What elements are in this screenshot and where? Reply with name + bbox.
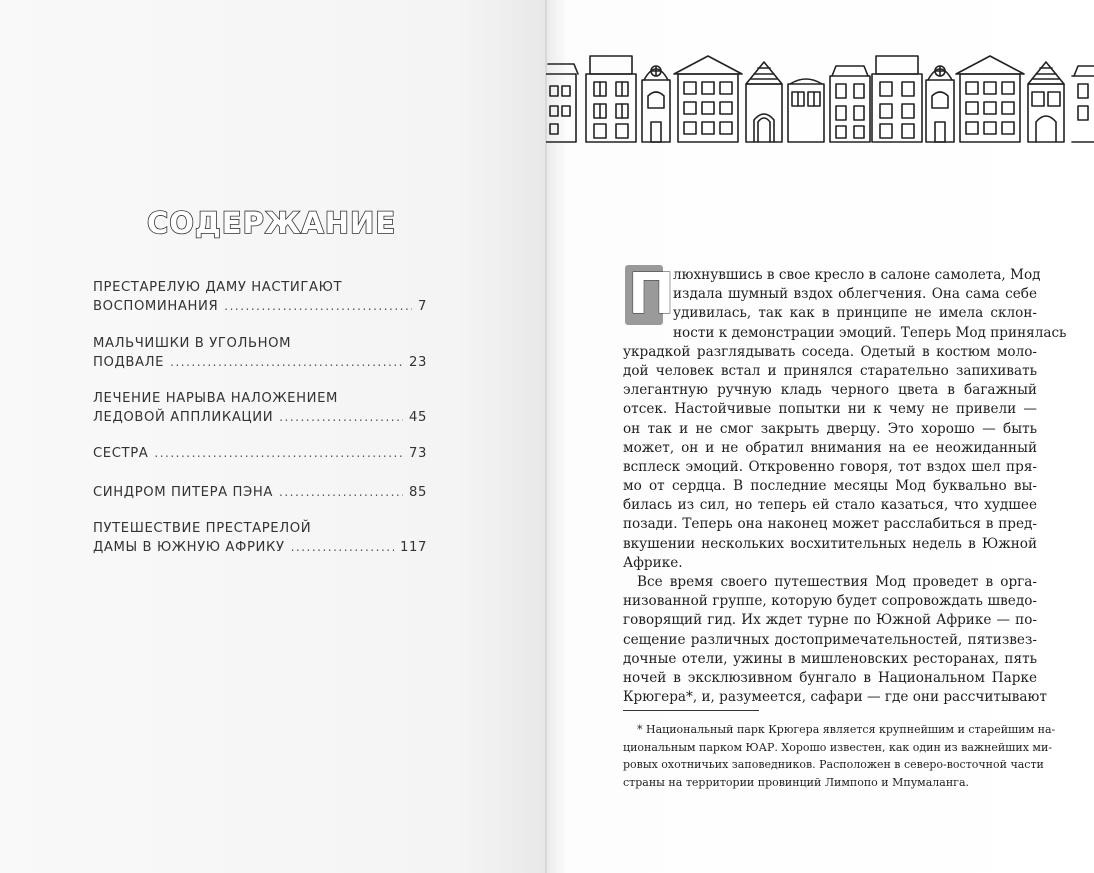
toc-entry-last-line	[93, 538, 427, 557]
chapter-body	[623, 266, 1067, 707]
toc-entry[interactable]	[93, 389, 427, 427]
text-line: сещение различных достопримечательностей, пятизвез-	[623, 631, 1037, 648]
toc-entry-title-end: СИНДРОМ ПИТЕРА ПЭНА	[93, 485, 273, 500]
text-line: он так и не смог закрыть дверцу. Это хорошо — быть	[623, 420, 1037, 437]
text-line: билась из сил, но теперь ей стало казаться, что худшее	[623, 497, 1037, 514]
text-line: Крюгера*, и, разумеется, сафари — где они рассчитывают	[623, 689, 1047, 706]
toc-page-number: 73	[409, 446, 427, 461]
text-line: дочные отели, ужины в мишленовских ресторанах, пять	[623, 650, 1037, 667]
text-line: говорящий гид. Их ждет турне по Южной Африке — по-	[623, 612, 1037, 629]
toc-leader-dots	[279, 408, 403, 427]
footnote-line: ровых охотничьих заповедников. Расположен в северо-восточной части	[623, 758, 1044, 772]
text-line: вкушении нескольких восхитительных недель в Южной	[623, 535, 1037, 552]
toc-entry-last-line	[93, 297, 427, 316]
house-icon	[586, 56, 636, 142]
toc-leader-dots	[279, 483, 403, 502]
text-line: всплеск эмоций. Откровенно говоря, тот вздох шел пря-	[623, 458, 1037, 475]
toc-entry[interactable]	[93, 519, 427, 557]
house-icon	[956, 56, 1024, 142]
text-line: мо от сердца. В последние месяцы Мод буквально вы-	[623, 478, 1037, 495]
toc-leader-dots	[291, 538, 394, 557]
house-icon	[746, 62, 782, 142]
footnote-line: страны на территории провинций Лимпопо и Мпумаланга.	[623, 775, 969, 789]
house-icon	[674, 56, 742, 142]
toc-entry-title-end: ДАМЫ В ЮЖНУЮ АФРИКУ	[93, 540, 285, 555]
toc-entry-title-end: ПОДВАЛЕ	[93, 355, 165, 370]
text-line: может, он и не обратил внимания на ее неожиданный	[623, 439, 1037, 456]
text-line: удивилась, так как в принципе не имела склон-	[673, 305, 1037, 322]
toc-page-number: 85	[409, 485, 427, 500]
text-line: низованной группе, которую будет сопровождать шведо-	[623, 593, 1037, 610]
toc-leader-dots	[170, 353, 403, 372]
drop-cap-letter: П	[628, 262, 675, 327]
footnote	[623, 721, 1056, 791]
toc-entry-title-end: ВОСПОМИНАНИЯ	[93, 299, 219, 314]
toc-entry-title-end: ЛЕДОВОЙ АППЛИКАЦИИ	[93, 410, 274, 425]
toc-page-number: 45	[409, 410, 427, 425]
toc-entry-title-end: СЕСТРА	[93, 446, 149, 461]
toc-entry[interactable]	[93, 334, 427, 372]
text-line: украдкой разглядывать соседа. Одетый в костюм моло-	[623, 343, 1037, 360]
toc-entry-last-line	[93, 483, 427, 502]
house-icon	[788, 79, 824, 142]
toc-entry[interactable]	[93, 278, 427, 316]
footnote-line: * Национальный парк Крюгера является крупнейшим и старейшим на-	[637, 723, 1056, 736]
toc-entry-title-line: ПРЕСТАРЕЛУЮ ДАМУ НАСТИГАЮТ	[93, 280, 343, 295]
text-line: Все время своего путешествия Мод проведет в орга-	[637, 574, 1037, 590]
footnote-divider	[623, 710, 759, 711]
toc-leader-dots	[224, 297, 412, 316]
text-line: элегантную ручную кладь черного цвета в багажный	[623, 382, 1037, 399]
toc-title: СОДЕРЖАНИЕ	[147, 206, 397, 240]
house-icon	[1028, 62, 1064, 142]
house-icon	[926, 66, 954, 142]
toc-entry[interactable]	[93, 444, 427, 463]
text-line: позади. Теперь она наконец может расслабиться в пред-	[623, 516, 1037, 533]
text-line: издала шумный вздох облегчения. Она сама себе	[673, 286, 1037, 303]
toc-page-number: 7	[418, 299, 427, 314]
left-page	[0, 0, 546, 873]
house-icon	[1072, 66, 1094, 142]
toc-page-number: 23	[409, 355, 427, 370]
text-line: ности к демонстрации эмоций. Теперь Мод принялась	[673, 324, 1067, 341]
toc-entry-last-line	[93, 353, 427, 372]
toc-entry-last-line	[93, 408, 427, 427]
house-icon	[830, 66, 870, 142]
text-line: дой человек встал и принялся старательно запихивать	[623, 362, 1037, 379]
footnote-line: циональным парком ЮАР. Хорошо известен, как один из важнейших ми-	[623, 740, 1053, 754]
toc-entry-title-line: ЛЕЧЕНИЕ НАРЫВА НАЛОЖЕНИЕМ	[93, 391, 338, 406]
house-icon	[872, 56, 922, 142]
text-line: ночей в эксклюзивном бунгало в Национальном Парке	[623, 669, 1037, 686]
toc-entry[interactable]	[93, 483, 427, 502]
text-line: отсек. Настойчивые попытки ни к чему не привели —	[623, 401, 1037, 418]
text-line: Африке.	[623, 554, 683, 571]
toc-entry-last-line	[93, 444, 427, 463]
toc-entry-title-line: МАЛЬЧИШКИ В УГОЛЬНОМ	[93, 336, 292, 351]
toc-entry-title-line: ПУТЕШЕСТВИЕ ПРЕСТАРЕЛОЙ	[93, 521, 312, 536]
houses-row-icon	[546, 50, 1094, 150]
toc-leader-dots	[154, 444, 403, 463]
text-line: люхнувшись в свое кресло в салоне самолета, Мод	[673, 267, 1041, 283]
house-icon	[642, 66, 670, 142]
toc-page-number: 117	[400, 540, 427, 555]
house-icon	[546, 64, 578, 142]
